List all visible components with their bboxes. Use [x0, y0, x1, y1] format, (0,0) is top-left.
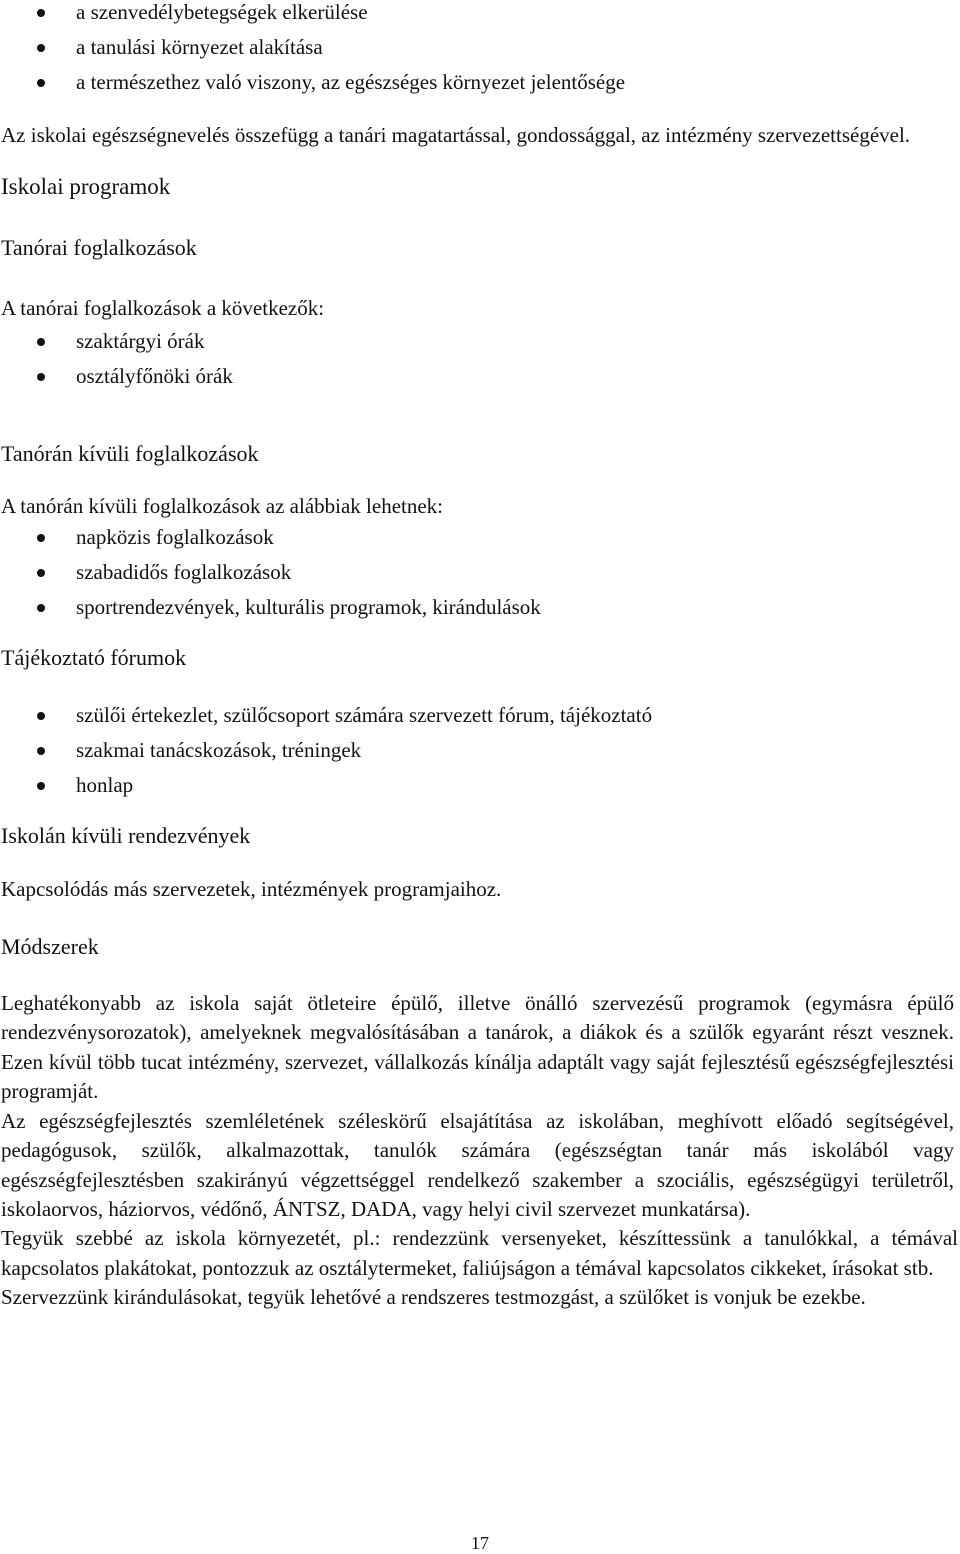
modszerek-paragraph: Leghatékonyabb az iskola saját ötleteire épülő, illetve önálló szervezésű programok (egymásra épülő rendezvénysorozatok), amelyeknek megvalósításában a tanárok, a diákok és a szülők egyaránt részt vesznek. Ezen kívül több tucat intézmény, szervezet, vállalkozás kínálja adaptált vagy saját fejlesztésű egészségfejlesztési programját.	[1, 991, 954, 1104]
list-item: a szenvedélybetegségek elkerülése	[0, 0, 960, 33]
list-item: a természethez való viszony, az egészséges környezet jelentősége	[0, 68, 960, 103]
list-item: honlap	[0, 771, 960, 806]
list-item: szülői értekezlet, szülőcsoport számára szervezett fórum, tájékoztató	[0, 701, 960, 736]
tanorai-lead: A tanórai foglalkozások a következők:	[1, 296, 325, 321]
rendezvenyek-heading: Iskolán kívüli rendezvények	[1, 822, 251, 848]
tanorai-list	[0, 327, 960, 397]
page-number: 17	[471, 1533, 489, 1553]
tanoran-kivuli-list	[0, 523, 960, 628]
tanorai-heading: Tanórai foglalkozások	[1, 234, 197, 260]
tanoran-kivuli-heading: Tanórán kívüli foglalkozások	[1, 440, 259, 466]
top-bullet-list	[0, 0, 960, 103]
list-item: a tanulási környezet alakítása	[0, 33, 960, 68]
list-item: osztályfőnöki órák	[0, 362, 960, 397]
list-item: napközis foglalkozások	[0, 523, 960, 558]
rendezvenyek-text: Kapcsolódás más szervezetek, intézmények programjaihoz.	[1, 877, 502, 902]
list-item: szaktárgyi órák	[0, 327, 960, 362]
modszerek-paragraph: Az egészségfejlesztés szemléletének széleskörű elsajátítása az iskolában, meghívott előadó segítségével, pedagógusok, szülők, alkalmazottak, tanulók számára (egészségtan tanár más iskolából vagy egészségfejlesztésben szakirányú végzettséggel rendelkező szakember a szociális, egészségügyi területről, iskolaorvos, háziorvos, védőnő, ÁNTSZ, DADA, vagy helyi civil szervezet munkatársa).	[1, 1108, 954, 1221]
intro-paragraph: Az iskolai egészségnevelés összefügg a tanári magatartással, gondossággal, az intézmény szervezettségével.	[1, 123, 911, 147]
list-item: szakmai tanácskozások, tréningek	[0, 736, 960, 771]
modszerek-heading: Módszerek	[1, 933, 99, 959]
list-item: sportrendezvények, kulturális programok, kirándulások	[0, 593, 960, 628]
modszerek-paragraph: Tegyük szebbé az iskola környezetét, pl.: rendezzünk versenyeket, készíttessünk a tanulókkal, a témával kapcsolatos plakátokat, pontozzuk az osztálytermeket, faliújságon a témával kapcsolatos cikkeket, írásokat stb.	[1, 1226, 958, 1280]
forumok-heading: Tájékoztató fórumok	[1, 645, 187, 671]
forumok-list	[0, 701, 960, 806]
modszerek-paragraph: Szervezzünk kirándulásokat, tegyük lehetővé a rendszeres testmozgást, a szülőket is vonjuk be ezekbe.	[1, 1285, 866, 1310]
section-title: Iskolai programok	[1, 174, 171, 200]
tanoran-kivuli-lead: A tanórán kívüli foglalkozások az alábbiak lehetnek:	[1, 494, 444, 519]
list-item: szabadidős foglalkozások	[0, 558, 960, 593]
